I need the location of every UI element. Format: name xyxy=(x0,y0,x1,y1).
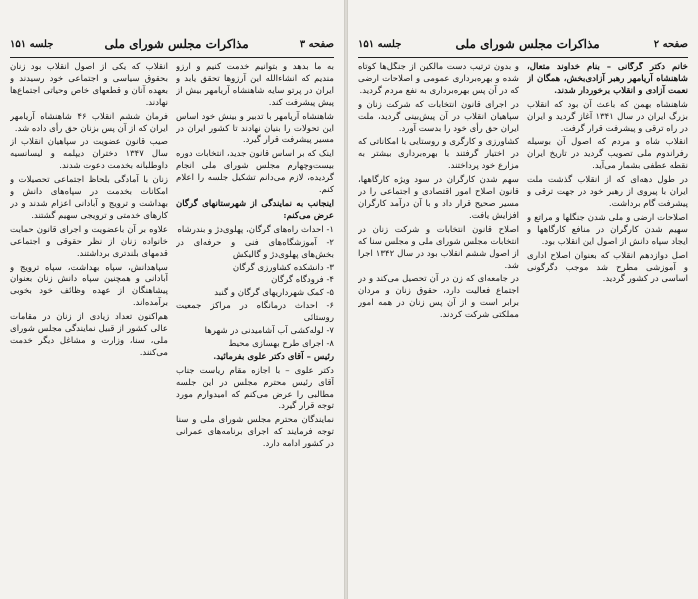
list-item: ۸- اجرای طرح بهسازی محیط xyxy=(228,338,334,349)
running-title: مذاکرات مجلس شورای ملی xyxy=(104,37,249,51)
list-intro: اینجانب به نمایندگی از شهرستانهای گرگان عرض می‌کنم: xyxy=(176,198,334,221)
paragraph: سپاهدانش، سپاه بهداشت، سپاه ترویج و آبادانی و همچنین سپاه دانش زنان بعنوان پیشاهنگان از عهده وظائف خود بخوبی برآمده‌اند. xyxy=(10,262,168,309)
request-list xyxy=(176,225,334,351)
list-item: ۶- احداث درمانگاه در مراکز جمعیت روستائی xyxy=(176,301,334,324)
paragraph: هم‌اکنون تعداد زیادی از زنان در مقامات عالی کشور از قبیل نمایندگی مجلس شورای ملی، سنا، وزارت و مشاغل دیگر خدمت می‌کنند. xyxy=(10,312,168,358)
list-item: ۳- دانشکده کشاورزی گرگان xyxy=(232,262,334,273)
paragraph: دکتر علوی – با اجازه مقام ریاست جناب آقای رئیس محترم مجلس در این جلسه مطالبی را عرض می‌کنم که امیدوارم مورد توجه قرار گیرد. xyxy=(176,365,334,412)
paragraph: اینک که بر اساس قانون جدید، انتخابات دوره بیست‌وچهارم مجلس شورای ملی انجام گردیده، لازم می‌دانم تشکیل جلسه را اعلام کنم. xyxy=(176,149,334,196)
paragraph: در جامعه‌ای که زن در آن تحصیل می‌کند و در اجتماع فعالیت دارد، حقوق زنان و مردان برابر است و از آن پس زنان در همه امور مملکتی شرکت کردند. xyxy=(358,274,519,321)
paragraph: صیب قانون عضویت در سپاهیان انقلاب از سال ۱۳۴۷ دختران دیپلمه و لیسانسیه داوطلبانه بخدمت دعوت شدند. xyxy=(10,137,168,172)
paragraph: شاهنشاه آریامهر با تدبیر و بینش خود اساس این تحولات را بنیان نهادند تا کشور ایران در مسیر پیشرفت قرار گیرد. xyxy=(176,111,334,146)
paragraph: نمایندگان محترم مجلس شورای ملی و سنا توجه فرمایند که اجرای برنامه‌های عمرانی در کشور ادامه دارد. xyxy=(176,415,334,450)
paragraph: انقلاب که یکی از اصول انقلاب بود زنان بحقوق سیاسی و اجتماعی خود رسیدند و بعهده آنان و قطعهای خاص وحیاتی اجتماع‌ها نهادند. xyxy=(10,62,168,108)
right-page-columns xyxy=(358,62,688,589)
page-number: صفحه ۳ xyxy=(299,38,334,50)
list-item: ۷- لوله‌کشی آب آشامیدنی در شهرها xyxy=(204,326,334,337)
speaker-line: رئیس – آقای دکتر علوی بفرمائید. xyxy=(213,351,334,362)
left-page-columns xyxy=(10,62,334,589)
paragraph: سهم شدن کارگران در سود ویژه کارگاهها، قانون اصلاح امور اقتصادی و اجتماعی را در مسیر صحیح قرار داد و با آن درآمد کارگران افزایش یافت. xyxy=(358,175,519,221)
paragraph: اصل دوازدهم انقلاب که بعنوان اصلاح اداری و آموزشی مطرح شد موجب دگرگونی اساسی در کشور گردید. xyxy=(527,250,688,285)
speaker-line: خانم دکتر گرگانی – بنام خداوند متعال، شاهنشاه آریامهر رهبر آزادی‌بخش، همگان از نعمت آزادی و انقلاب برخوردار شدند. xyxy=(527,62,688,96)
text-column xyxy=(527,62,688,589)
list-item: ۵- کمک شهرداریهای گرگان و گنبد xyxy=(214,288,334,299)
paragraph: در اجرای قانون انتخابات که شرکت زنان و سپاهیان انقلاب در آن پیش‌بینی گردید، ملت ایران حق رأی خود را بدست آورد. xyxy=(358,99,519,134)
text-column xyxy=(358,62,519,589)
paragraph: به ما بدهد و بتوانیم خدمت کنیم و آرزو مندیم که انشاءالله این آرزوها تحقق یابد و ایران در پرتو سایه شاهنشاه آریامهر بیش از پیش پیشرفت کند. xyxy=(176,62,334,108)
paragraph: اصلاح قانون انتخابات و شرکت زنان در انتخابات مجلس شورای ملی و مجلس سنا که از اصول ششم انقلاب بود در سال ۱۳۴۲ اجرا شد. xyxy=(358,224,519,271)
header-rule xyxy=(10,57,334,58)
left-page-header xyxy=(10,34,334,54)
text-column xyxy=(10,62,168,589)
list-item: ۱- احداث راه‌های گرگان، پهلوی‌دژ و بندرشاه xyxy=(177,224,334,235)
page-number: صفحه ۲ xyxy=(653,38,688,50)
paragraph: اصلاحات ارضی و ملی شدن جنگلها و مراتع و سهیم شدن کارگران در منافع کارگاهها و ایجاد سپاه دانش از اصول این انقلاب بود. xyxy=(527,212,688,247)
session-number: جلسه ۱۵۱ xyxy=(10,38,54,50)
paragraph: زنان با آمادگی بلحاظ اجتماعی تحصیلات و امکانات بخدمت در سپاه‌های دانش و بهداشت و ترویج و آبادانی اعزام شدند و در کارهای خدمتی و ترویجی سهیم گشتند. xyxy=(10,175,168,221)
list-item: ۴- فرودگاه گرگان xyxy=(271,275,334,286)
left-page xyxy=(0,0,344,599)
paragraph: شاهنشاه بهمن که باعث آن بود که انقلاب بزرگ ایران در سال ۱۳۴۱ آغاز گردید و ایران در راه ترقی و پیشرفت قرار گرفت. xyxy=(527,99,688,134)
header-rule xyxy=(358,57,688,58)
paragraph: انقلاب شاه و مردم که اصول آن بوسیله رفراندوم ملی تصویب گردید در تاریخ ایران نقطه عطفی بشمار می‌آید. xyxy=(527,137,688,172)
paragraph: فرمان ششم انقلاب ۴۶ شاهنشاه آریامهر ایران که از آن پس بزنان حق رأی داده شد. xyxy=(10,111,168,134)
paragraph: و بدون ترتیب دست مالکین از جنگل‌ها کوتاه شده و بهره‌برداری عمومی و اصلاحات ارضی که در آن پس بهره‌برداری به نفع مردم گردید. xyxy=(358,62,519,96)
paragraph: کشاورزی و کارگری و روستایی با امکاناتی که در اختیار گرفتند با بهره‌برداری بیشتر به مزارع خود پرداختند. xyxy=(358,137,519,172)
text-column xyxy=(176,62,334,589)
right-page-header xyxy=(358,34,688,54)
right-page xyxy=(348,0,698,599)
running-title: مذاکرات مجلس شورای ملی xyxy=(455,37,600,51)
session-number: جلسه ۱۵۱ xyxy=(358,38,402,50)
list-item: ۲- آموزشگاه‌های فنی و حرفه‌ای در بخش‌های پهلوی‌دژ و گالیکش xyxy=(176,237,334,260)
paragraph: علاوه بر آن باعضویت و اجرای قانون حمایت خانواده زنان از نظر حقوقی و اجتماعی قدمهای بلندتری برداشتند. xyxy=(10,224,168,259)
paragraph: در طول دهه‌ای که از انقلاب گذشت ملت ایران با پیروی از رهبر خود در جهت ترقی و پیشرفت گام برداشت. xyxy=(527,175,688,209)
